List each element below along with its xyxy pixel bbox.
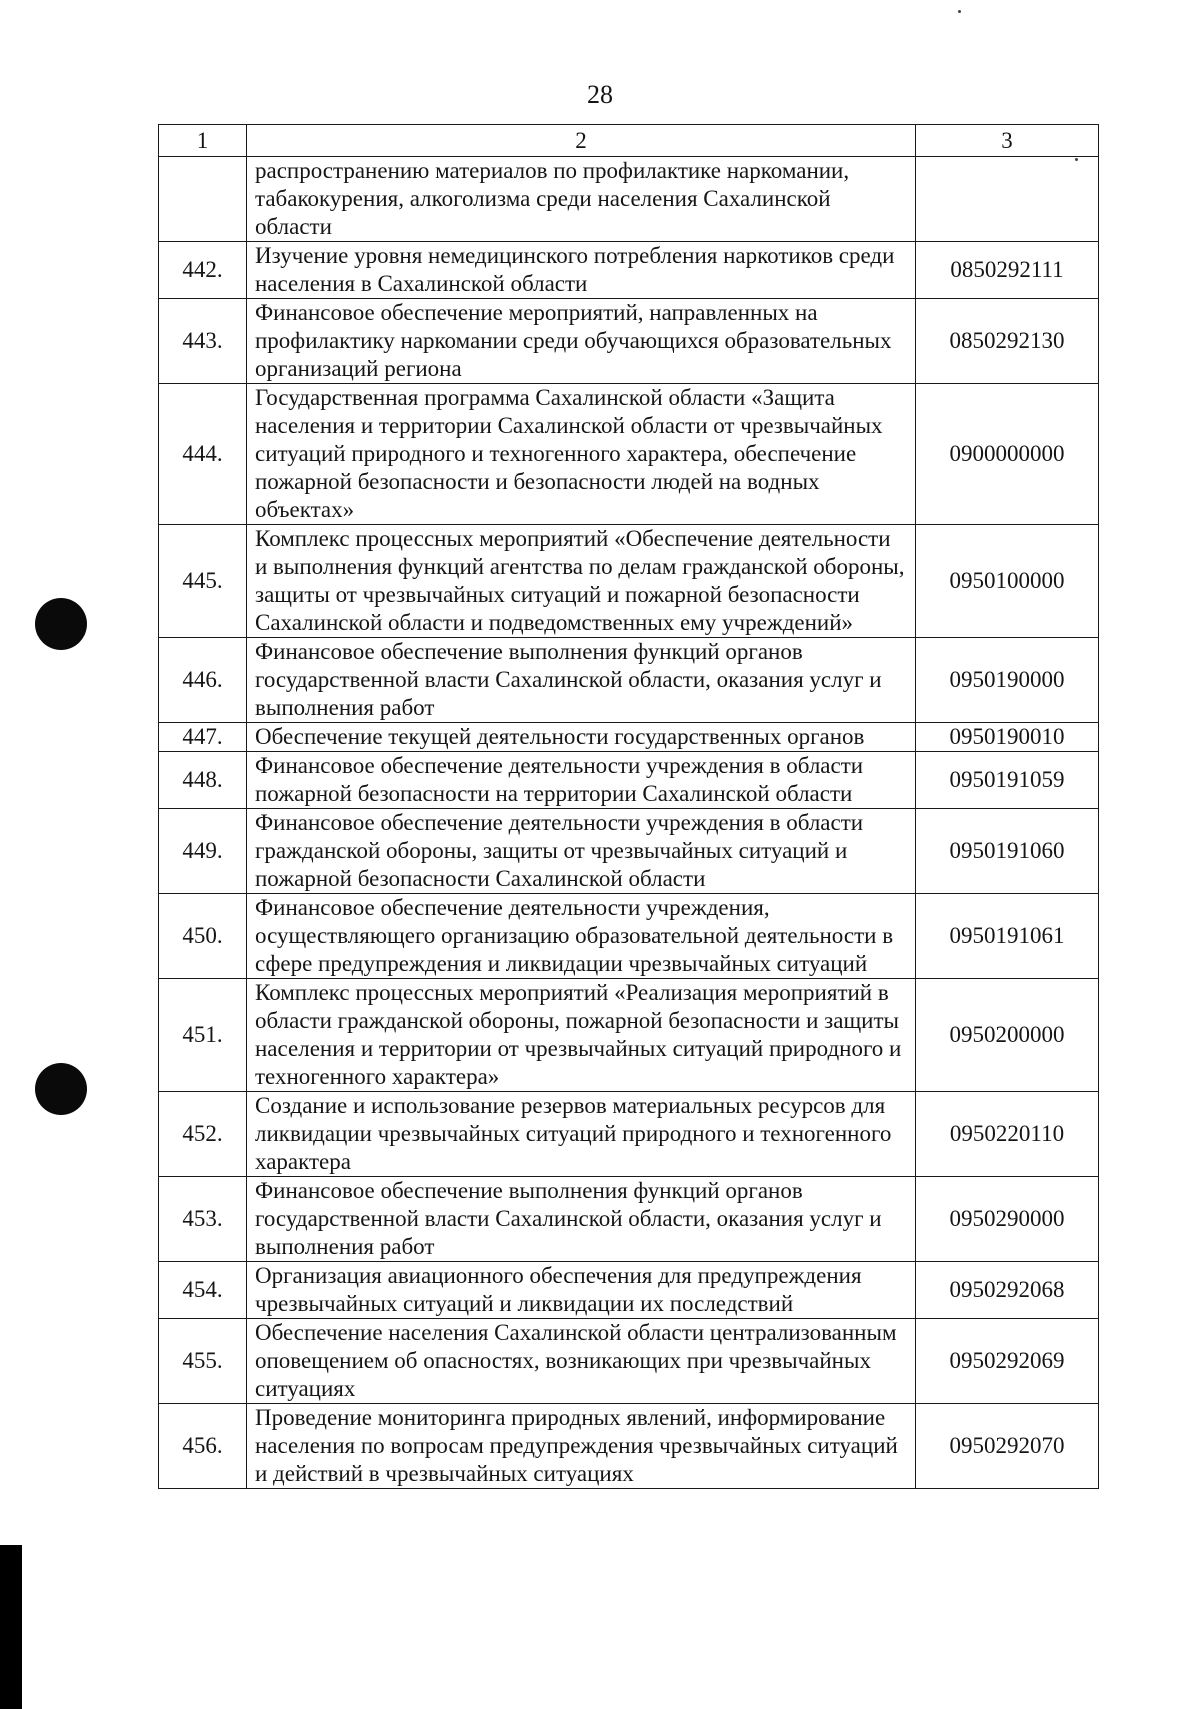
row-number-cell: 454. (159, 1262, 247, 1319)
table-row (159, 525, 1099, 638)
row-code-cell: 0950190010 (916, 723, 1099, 752)
row-name-cell: Финансовое обеспечение выполнения функций органов государственной власти Сахалинской области, оказания услуг и выполнения работ (247, 1177, 916, 1262)
table-row (159, 1177, 1099, 1262)
row-code-cell: 0900000000 (916, 384, 1099, 525)
row-number-cell: 448. (159, 752, 247, 809)
row-name-cell: Комплекс процессных мероприятий «Реализация мероприятий в области гражданской обороны, пожарной безопасности и защиты населения и территории от чрезвычайных ситуаций природного и техногенного характера» (247, 979, 916, 1092)
row-number-cell: 445. (159, 525, 247, 638)
row-number-cell: 446. (159, 638, 247, 723)
table-row (159, 242, 1099, 299)
row-name-cell: Обеспечение населения Сахалинской области централизованным оповещением об опасностях, возникающих при чрезвычайных ситуациях (247, 1319, 916, 1404)
table-row (159, 1092, 1099, 1177)
row-name-cell: Финансовое обеспечение деятельности учреждения в области пожарной безопасности на территории Сахалинской области (247, 752, 916, 809)
row-code-cell: 0950191061 (916, 894, 1099, 979)
row-number-cell: 451. (159, 979, 247, 1092)
row-number-cell: 455. (159, 1319, 247, 1404)
row-code-cell: 0950292070 (916, 1404, 1099, 1489)
row-number-cell: 456. (159, 1404, 247, 1489)
row-code-cell: 0950191060 (916, 809, 1099, 894)
page-number: 28 (587, 80, 613, 109)
table-row (159, 1319, 1099, 1404)
table-row (159, 1262, 1099, 1319)
row-number-cell: 444. (159, 384, 247, 525)
row-number-cell: 443. (159, 299, 247, 384)
row-name-cell: Проведение мониторинга природных явлений, информирование населения по вопросам предупреждения чрезвычайных ситуаций и действий в чрезвычайных ситуациях (247, 1404, 916, 1489)
row-name-cell: Финансовое обеспечение деятельности учреждения в области гражданской обороны, защиты от чрезвычайных ситуаций и пожарной безопасности Сахалинской области (247, 809, 916, 894)
table-row (159, 809, 1099, 894)
row-name-cell: Финансовое обеспечение мероприятий, направленных на профилактику наркомании среди обучающихся образовательных организаций региона (247, 299, 916, 384)
row-name-cell: Финансовое обеспечение деятельности учреждения, осуществляющего организацию образовательной деятельности в сфере предупреждения и ликвидации чрезвычайных ситуаций (247, 894, 916, 979)
row-name-cell: Обеспечение текущей деятельности государственных органов (247, 723, 916, 752)
row-code-cell: 0850292111 (916, 242, 1099, 299)
punch-hole (35, 1063, 87, 1115)
table-row (159, 979, 1099, 1092)
row-number-cell: 449. (159, 809, 247, 894)
row-code-cell: 0950191059 (916, 752, 1099, 809)
row-name-cell: Комплекс процессных мероприятий «Обеспечение деятельности и выполнения функций агентства по делам гражданской обороны, защиты от чрезвычайных ситуаций и пожарной безопасности Сахалинской области и подведомственных ему учреждений» (247, 525, 916, 638)
row-number-cell: 442. (159, 242, 247, 299)
row-number-cell (159, 157, 247, 242)
row-number-cell: 453. (159, 1177, 247, 1262)
row-number-cell: 452. (159, 1092, 247, 1177)
row-number-cell: 447. (159, 723, 247, 752)
punch-hole (35, 598, 87, 650)
column-header-code: 3 (916, 125, 1099, 157)
row-code-cell: 0950290000 (916, 1177, 1099, 1262)
row-name-cell: Изучение уровня немедицинского потребления наркотиков среди населения в Сахалинской области (247, 242, 916, 299)
scan-speck (958, 10, 961, 13)
row-name-cell: Организация авиационного обеспечения для предупреждения чрезвычайных ситуаций и ликвидации их последствий (247, 1262, 916, 1319)
row-code-cell: 0950200000 (916, 979, 1099, 1092)
column-header-number: 1 (159, 125, 247, 157)
row-name-cell: распространению материалов по профилактике наркомании, табакокурения, алкоголизма среди населения Сахалинской области (247, 157, 916, 242)
row-code-cell: 0950292069 (916, 1319, 1099, 1404)
table-row (159, 723, 1099, 752)
table-row (159, 752, 1099, 809)
row-code-cell: 0850292130 (916, 299, 1099, 384)
row-code-cell: 0950220110 (916, 1092, 1099, 1177)
row-code-cell (916, 157, 1099, 242)
budget-classification-table (158, 124, 1099, 1489)
table-row (159, 1404, 1099, 1489)
row-name-cell: Создание и использование резервов материальных ресурсов для ликвидации чрезвычайных ситуаций природного и техногенного характера (247, 1092, 916, 1177)
column-header-name: 2 (247, 125, 916, 157)
row-number-cell: 450. (159, 894, 247, 979)
row-name-cell: Финансовое обеспечение выполнения функций органов государственной власти Сахалинской области, оказания услуг и выполнения работ (247, 638, 916, 723)
table-row (159, 384, 1099, 525)
table-header-row (159, 125, 1099, 157)
table-row (159, 157, 1099, 242)
scan-edge-mark (0, 1545, 22, 1709)
row-code-cell: 0950292068 (916, 1262, 1099, 1319)
table-row (159, 894, 1099, 979)
row-name-cell: Государственная программа Сахалинской области «Защита населения и территории Сахалинской области от чрезвычайных ситуаций природного и техногенного характера, обеспечение пожарной безопасности и безопасности людей на водных объектах» (247, 384, 916, 525)
table-row (159, 638, 1099, 723)
row-code-cell: 0950190000 (916, 638, 1099, 723)
row-code-cell: 0950100000 (916, 525, 1099, 638)
table-row (159, 299, 1099, 384)
